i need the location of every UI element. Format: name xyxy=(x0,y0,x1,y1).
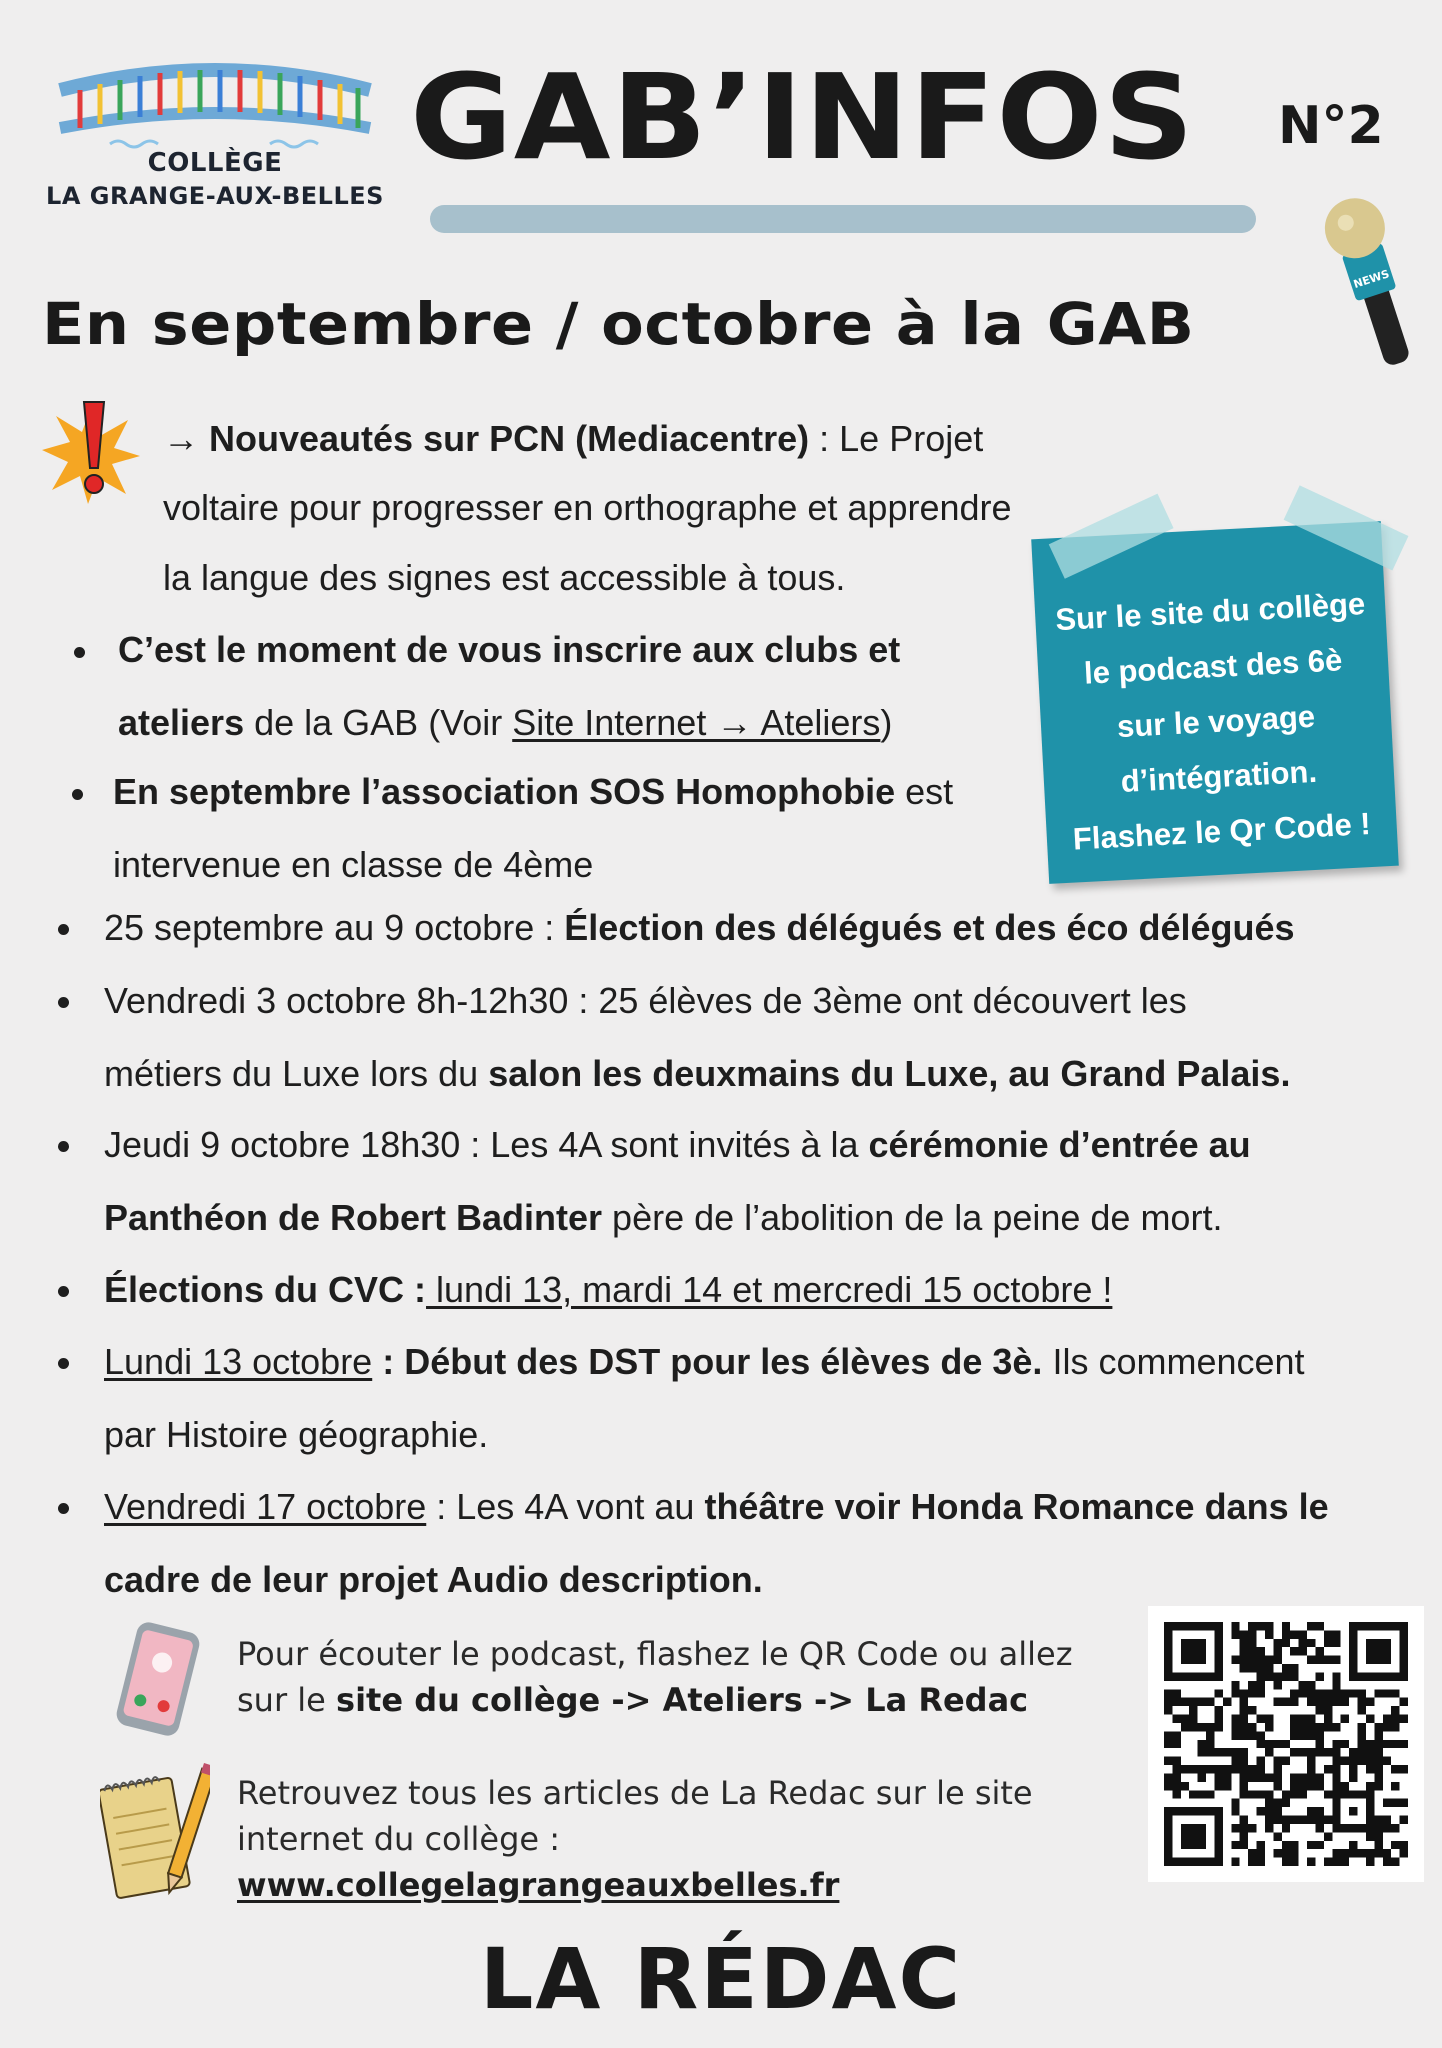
note-line4: d’intégration. xyxy=(1119,753,1318,800)
clubs-mid: de la GAB (Voir xyxy=(244,702,513,743)
dst-date-link[interactable]: Lundi 13 octobre xyxy=(104,1341,373,1382)
phone-icon xyxy=(108,1620,208,1738)
pantheon-line1 xyxy=(104,1123,1251,1167)
clubs-bold2: ateliers xyxy=(118,702,245,743)
articles-text-line2: internet du collège : xyxy=(237,1820,561,1858)
bullet xyxy=(58,1286,69,1297)
dst-rest: Ils commencent xyxy=(1042,1341,1305,1382)
clubs-link[interactable]: Site Internet → Ateliers xyxy=(512,702,881,743)
mic-news-label: NEWS xyxy=(1351,267,1391,291)
pantheon-line2 xyxy=(104,1196,1222,1240)
logo-line1: COLLÈGE xyxy=(147,148,283,178)
theatre-line2 xyxy=(104,1558,763,1602)
pantheon-bold: cérémonie d’entrée au xyxy=(868,1124,1251,1165)
school-logo xyxy=(40,40,390,230)
alert-burst-icon xyxy=(36,398,146,508)
note-line2: le podcast des 6è xyxy=(1083,642,1344,691)
podcast-path: site du collège -> Ateliers -> La Redac xyxy=(336,1681,1029,1719)
salon-plain: métiers du Luxe lors du xyxy=(104,1053,489,1094)
cvc-bold: Élections du CVC : xyxy=(104,1269,427,1310)
podcast-text-line1: Pour écouter le podcast, flashez le QR Code ou allez xyxy=(237,1635,1073,1673)
podcast-plain: sur le xyxy=(237,1681,337,1719)
clubs-line2 xyxy=(118,701,892,745)
signature: LA RÉDAC xyxy=(479,1930,963,2028)
bullet xyxy=(74,647,85,658)
pcn-bold: → Nouveautés sur PCN (Mediacentre) xyxy=(163,418,810,459)
theatre-line1 xyxy=(104,1485,1329,1529)
bullet xyxy=(58,997,69,1008)
delegues-line xyxy=(104,906,1295,950)
issue-number: N°2 xyxy=(1278,96,1384,156)
delegues-bold: Élection des délégués et des éco délégués xyxy=(564,907,1295,948)
bullet xyxy=(58,1503,69,1514)
newsletter-title: GAB’INFOS xyxy=(410,48,1195,186)
dst-bold: : Début des DST pour les élèves de 3è. xyxy=(372,1341,1043,1382)
pcn-line2: voltaire pour progresser en orthographe et apprendre xyxy=(163,487,1012,528)
bullet xyxy=(58,1141,69,1152)
salon-bold: salon les deuxmains du Luxe, au Grand Palais. xyxy=(488,1053,1291,1094)
dst-line2: par Histoire géographie. xyxy=(104,1414,489,1455)
bullet xyxy=(58,1358,69,1369)
pantheon-bold2: Panthéon de Robert Badinter xyxy=(104,1197,603,1238)
salon-line2 xyxy=(104,1052,1290,1096)
microphone-icon xyxy=(1300,188,1440,368)
theatre-bold: théâtre voir Honda Romance dans le xyxy=(704,1486,1329,1527)
cvc-line xyxy=(104,1268,1112,1312)
note-line5: Flashez le Qr Code ! xyxy=(1072,806,1372,857)
theatre-date-link[interactable]: Vendredi 17 octobre xyxy=(104,1486,427,1527)
logo-line2: LA GRANGE-AUX-BELLES xyxy=(46,182,384,210)
title-underline-bar xyxy=(430,205,1256,233)
website-url[interactable]: www.collegelagrangeauxbelles.fr xyxy=(237,1866,840,1904)
dst-line1 xyxy=(104,1340,1305,1384)
cvc-dates-link[interactable]: lundi 13, mardi 14 et mercredi 15 octobre ! xyxy=(426,1269,1113,1310)
bullet xyxy=(72,789,83,800)
note-line3: sur le voyage xyxy=(1116,698,1316,745)
note-paper xyxy=(1031,521,1399,884)
podcast-sticky-note xyxy=(1031,521,1399,884)
sos-bold: En septembre l’association SOS Homophobie xyxy=(113,771,896,812)
theatre-plain: : Les 4A vont au xyxy=(426,1486,705,1527)
sos-line1 xyxy=(113,770,953,814)
pantheon-plain2: père de l’abolition de la peine de mort. xyxy=(602,1197,1223,1238)
sos-line2: intervenue en classe de 4ème xyxy=(113,844,594,885)
clubs-end: ) xyxy=(880,702,893,743)
pcn-line3: la langue des signes est accessible à tous. xyxy=(163,557,846,598)
pcn-rest: : Le Projet xyxy=(809,418,984,459)
podcast-text-line2 xyxy=(237,1677,1028,1723)
notepad-pencil-icon xyxy=(100,1762,210,1912)
clubs-bold1: C’est le moment de vous inscrire aux clubs et xyxy=(118,629,901,670)
clubs-line1 xyxy=(118,628,900,672)
theatre-bold2: cadre de leur projet Audio description. xyxy=(104,1559,763,1600)
website-link[interactable] xyxy=(237,1862,839,1908)
articles-text-line1: Retrouvez tous les articles de La Redac sur le site xyxy=(237,1774,1033,1812)
salon-line1: Vendredi 3 octobre 8h-12h30 : 25 élèves de 3ème ont découvert les xyxy=(104,980,1187,1021)
delegues-plain: 25 septembre au 9 octobre : xyxy=(104,907,565,948)
pcn-line1 xyxy=(163,417,983,461)
qr-code[interactable] xyxy=(1148,1606,1424,1882)
pantheon-plain: Jeudi 9 octobre 18h30 : Les 4A sont invités à la xyxy=(104,1124,869,1165)
qr-code-image xyxy=(1164,1622,1408,1866)
bullet xyxy=(58,924,69,935)
sos-rest: est xyxy=(895,771,954,812)
bridge-logo-icon xyxy=(40,40,390,150)
section-title: En septembre / octobre à la GAB xyxy=(42,290,1195,358)
note-line1: Sur le site du collège xyxy=(1054,586,1366,638)
